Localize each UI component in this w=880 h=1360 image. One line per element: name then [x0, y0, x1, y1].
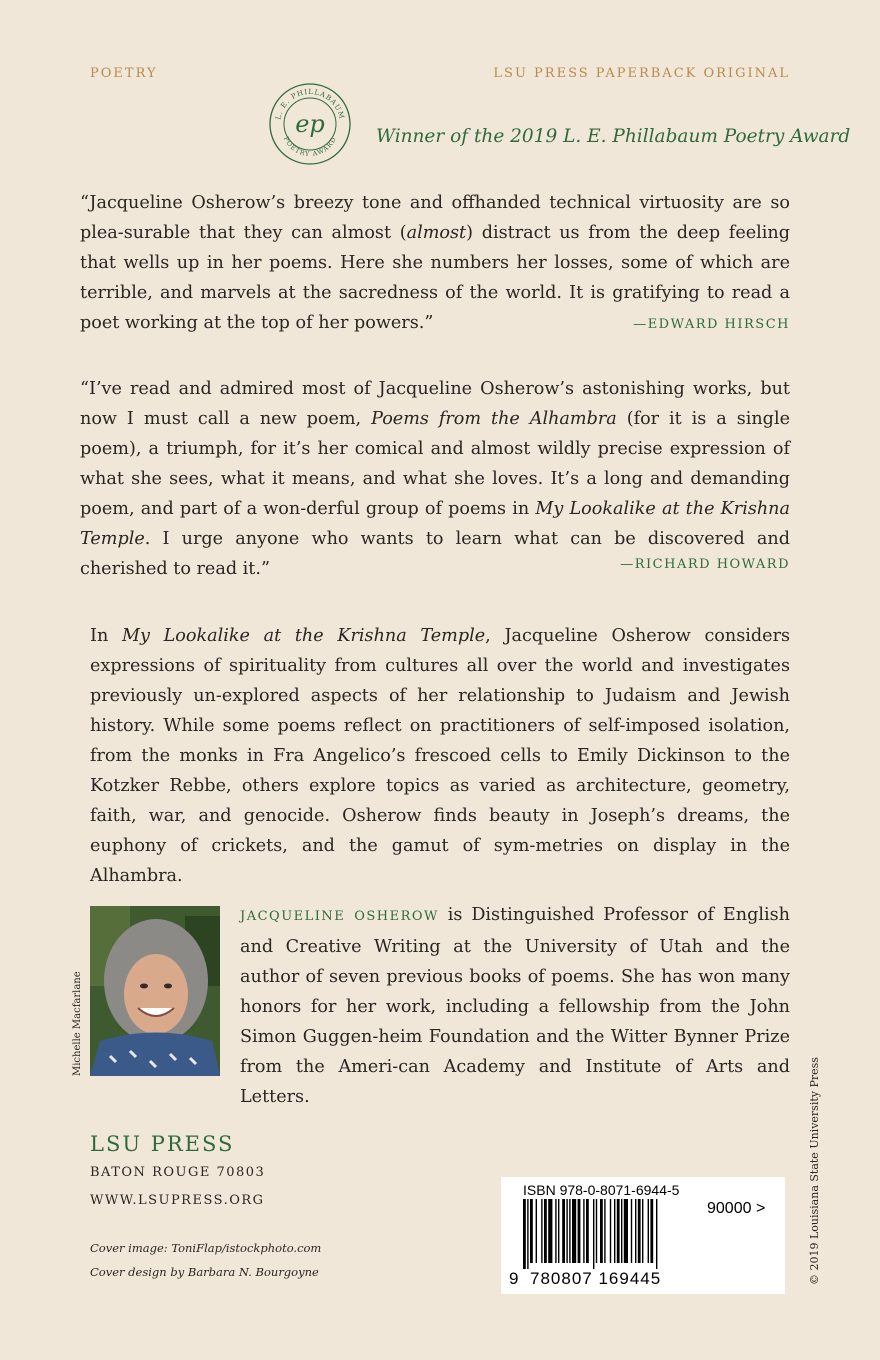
barcode-bar — [650, 1199, 653, 1263]
barcode-bar — [572, 1199, 576, 1263]
isbn-barcode — [501, 1177, 785, 1294]
publisher-website[interactable]: WWW.LSUPRESS.ORG — [90, 1193, 265, 1208]
author-photo — [90, 906, 220, 1076]
award-seal — [268, 82, 352, 166]
ean-first-digit: 9 — [509, 1269, 519, 1288]
blurb-1-text-a: “Jacqueline Osherow’s breezy tone and offhanded technical virtuosity are so plea-surable that they can almost ( — [80, 193, 790, 243]
barcode-bar — [583, 1199, 584, 1263]
barcode-bars — [523, 1199, 703, 1269]
author-bio-text: is Distinguished Professor of English and Creative Writing at the University of Utah and the author of seven previous books of poems. She has won many honors for her work, including a fellowship from the John Simon Guggen-heim Foundation and the Witter Bynner Prize from the Ameri-can Academy and Institute of Arts and Letters. — [240, 905, 790, 1107]
barcode-bar — [548, 1199, 552, 1263]
barcode-bar — [536, 1199, 537, 1263]
blurb-2 — [80, 374, 790, 584]
copyright-notice: © 2019 Louisiana State University Press — [808, 1057, 821, 1285]
publisher-city: BATON ROUGE 70803 — [90, 1165, 266, 1180]
barcode-bar — [614, 1199, 615, 1263]
description-prefix: In — [90, 626, 122, 646]
barcode-bar — [530, 1199, 533, 1263]
barcode-bar — [555, 1199, 556, 1263]
price-code: 90000 > — [707, 1200, 766, 1217]
description-body: , Jacqueline Osherow considers expressions of spirituality from cultures all over the world and investigates previously un-explored aspects of her relationship to Judaism and Jewish history. While some poems reflect on practitioners of self-imposed isolation, from the monks in Fra Angelico’s frescoed cells to Emily Dickinson to the Kotzker Rebbe, others explore topics as varied as architecture, geometry, faith, war, and genocide. Osherow finds beauty in Joseph’s dreams, the euphony of crickets, and the gamut of sym-metries on display in the Alhambra. — [90, 626, 791, 886]
seal-monogram: ep — [295, 110, 325, 138]
barcode-bar — [656, 1199, 657, 1269]
publisher-name: LSU PRESS — [90, 1132, 235, 1156]
seal-ring-bottom: POETRY AWARD — [281, 135, 339, 159]
barcode-bar — [566, 1199, 567, 1263]
ean-digits: 780807 169445 — [530, 1269, 662, 1288]
blurb-2-text-b: (for it is a single poem), a triumph, for it’s her comical and almost wildly precise expression of what she sees, what it means, and what she loves. It’s a long and demanding poem, and part of a won-derful group of poems in — [80, 409, 790, 519]
barcode-bar — [541, 1199, 542, 1263]
barcode-bar — [600, 1199, 603, 1263]
edition-label: LSU PRESS PAPERBACK ORIGINAL — [493, 66, 790, 81]
barcode-bar — [621, 1199, 622, 1263]
blurb-2-attribution: —RICHARD HOWARD — [620, 557, 790, 572]
barcode-bar — [527, 1199, 528, 1269]
blurb-1-attribution: —EDWARD HIRSCH — [633, 317, 790, 332]
barcode-bar — [624, 1199, 628, 1263]
barcode-bar — [631, 1199, 632, 1263]
barcode-bar — [648, 1199, 649, 1263]
barcode-bar — [523, 1199, 526, 1269]
barcode-bar — [617, 1199, 620, 1263]
barcode-bar — [544, 1199, 547, 1263]
blurb-1-text-b: ) distract us from the deep feeling that wells up in her poems. Here she numbers her losses, some of which are terrible, and marvels at the sacredness of the world. It is gratifying to read a poet working at the top of her powers.” — [80, 223, 790, 333]
barcode-bar — [596, 1199, 597, 1263]
barcode-bar — [558, 1199, 559, 1263]
blurb-2-text-a: “I’ve read and admired most of Jacqueline Osherow’s astonishing works, but now I must call a new poem, — [80, 379, 790, 429]
barcode-bar — [593, 1199, 594, 1269]
cover-design-credit: Cover design by Barbara N. Bourgoyne — [90, 1265, 319, 1279]
barcode-bar — [578, 1199, 581, 1263]
book-description — [90, 621, 790, 891]
category-label: POETRY — [90, 66, 158, 81]
barcode-bar — [569, 1199, 570, 1263]
blurb-1 — [80, 188, 790, 338]
barcode-bar — [562, 1199, 565, 1263]
author-name: JACQUELINE OSHEROW — [240, 909, 439, 924]
barcode-bar — [635, 1199, 636, 1263]
barcode-bar — [638, 1199, 641, 1263]
photo-credit: Michelle Macfarlane — [72, 971, 83, 1076]
barcode-bar — [610, 1199, 611, 1263]
barcode-bar — [604, 1199, 605, 1263]
barcode-bar — [586, 1199, 589, 1263]
seal-ring-top: L. E. PHILLABAUM — [274, 87, 346, 121]
cover-image-credit: Cover image: ToniFlap/istockphoto.com — [90, 1241, 322, 1255]
author-bio — [240, 900, 790, 1112]
blurb-2-title-1: Poems from the Alhambra — [371, 409, 617, 429]
blurb-2-title-2: My Lookalike at the Krishna Temple — [80, 499, 790, 549]
isbn-label: ISBN 978-0-8071-6944-5 — [523, 1182, 680, 1198]
blurb-1-emphasis: almost — [406, 223, 467, 243]
blurb-2-text-c: . I urge anyone who wants to learn what can be discovered and cherished to read it.” — [80, 529, 790, 579]
description-title: My Lookalike at the Krishna Temple — [121, 626, 486, 646]
barcode-bar — [642, 1199, 643, 1263]
svg-text:POETRY AWARD — [282, 135, 338, 158]
award-line: Winner of the 2019 L. E. Phillabaum Poetry Award — [376, 126, 851, 147]
